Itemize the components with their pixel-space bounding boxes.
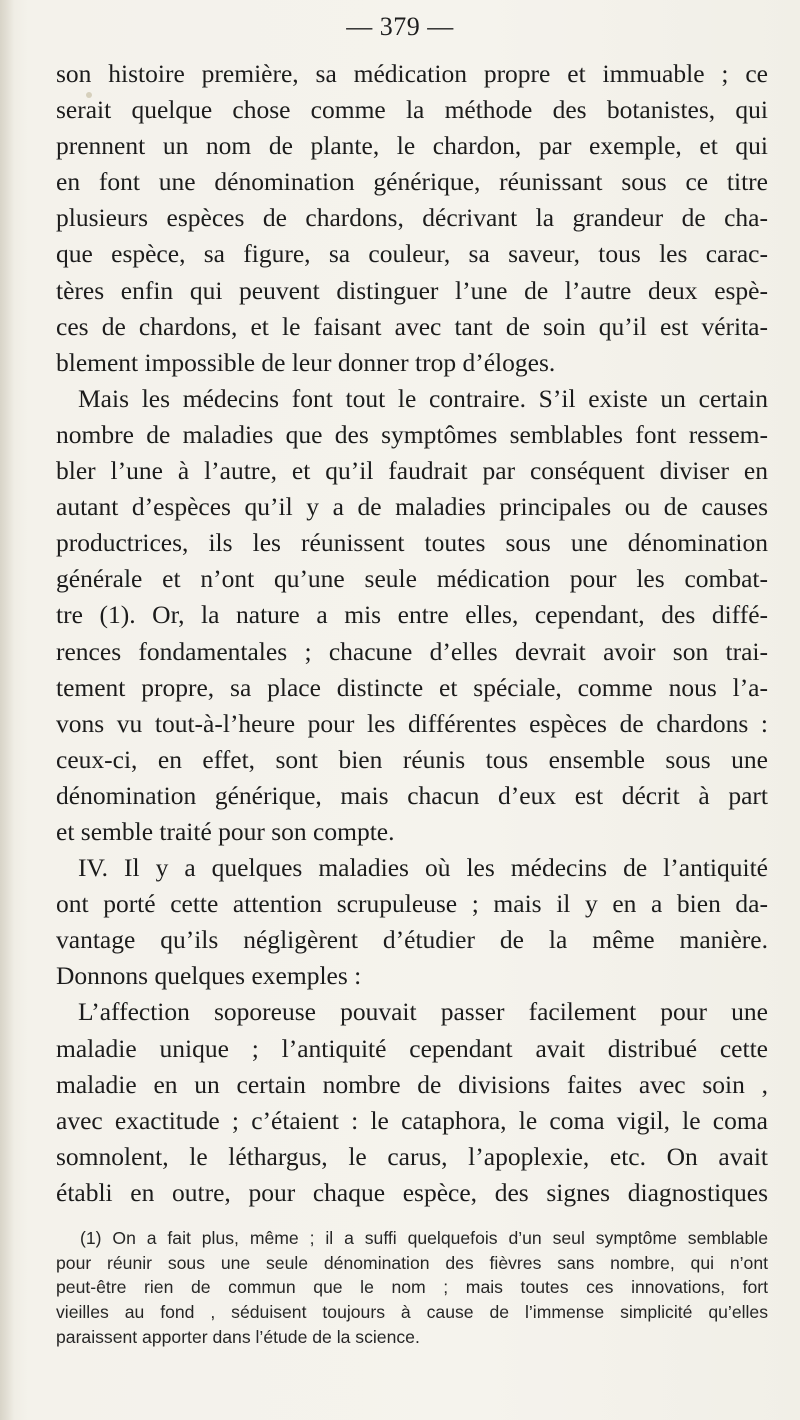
- text-line: dénomination générique, mais chacun d’eux est décrit à part: [56, 780, 768, 810]
- text-line: somnolent, le léthargus, le carus, l’apoplexie, etc. On avait: [56, 1141, 768, 1171]
- text-line: en font une dénomination générique, réunissant sous ce titre: [56, 167, 768, 197]
- text-line: et semble traité pour son compte.: [56, 816, 395, 846]
- text-line: autant d’espèces qu’il y a de maladies principales ou de causes: [56, 492, 768, 522]
- text-line: Mais les médecins font tout le contraire. S’il existe un certain: [78, 383, 768, 413]
- text-line: ont porté cette attention scrupuleuse ; mais il y en a bien da-: [56, 889, 768, 919]
- text-line: maladie en un certain nombre de divisions faites avec soin ,: [56, 1069, 768, 1099]
- text-line: plusieurs espèces de chardons, décrivant la grandeur de cha-: [56, 203, 768, 233]
- footnote-line: paraissent apporter dans l’étude de la science.: [56, 1326, 420, 1347]
- text-line: L’affection soporeuse pouvait passer facilement pour une: [78, 997, 768, 1027]
- text-line: tères enfin qui peuvent distinguer l’une de l’autre deux espè-: [56, 275, 768, 305]
- main-text: [56, 56, 768, 1211]
- page-binding-shadow: [0, 0, 14, 1420]
- text-line: prennent un nom de plante, le chardon, par exemple, et qui: [56, 131, 768, 161]
- text-line: ceux-ci, en effet, sont bien réunis tous ensemble sous une: [56, 744, 768, 774]
- footnote-line: peut-être rien de commun que le nom ; mais toutes ces innovations, fort: [56, 1277, 768, 1298]
- text-line: productrices, ils les réunissent toutes sous une dénomination: [56, 528, 768, 558]
- text-line: nombre de maladies que des symptômes semblables font ressem-: [56, 419, 768, 449]
- text-line: tement propre, sa place distincte et spéciale, comme nous l’a-: [56, 672, 768, 702]
- footnote-line: vieilles au fond , séduisent toujours à cause de l’immense simplicité qu’elles: [56, 1302, 768, 1323]
- text-line: avec exactitude ; c’étaient : le cataphora, le coma vigil, le coma: [56, 1105, 768, 1135]
- page-number: — 379 —: [346, 12, 454, 41]
- footnote-line: (1) On a fait plus, même ; il a suffi quelquefois d’un seul symptôme semblable: [80, 1228, 768, 1248]
- text-line: vons vu tout-à-l’heure pour les différentes espèces de chardons :: [56, 708, 768, 738]
- text-line: Donnons quelques exemples :: [56, 961, 362, 991]
- text-line: que espèce, sa figure, sa couleur, sa saveur, tous les carac-: [56, 239, 768, 269]
- text-line: rences fondamentales ; chacune d’elles devrait avoir son trai-: [56, 636, 768, 666]
- text-line: serait quelque chose comme la méthode des botanistes, qui: [56, 95, 768, 125]
- text-line: bler l’une à l’autre, et qu’il faudrait par conséquent diviser en: [56, 456, 768, 486]
- text-line: établi en outre, pour chaque espèce, des signes diagnostiques: [56, 1177, 768, 1207]
- text-line: générale et n’ont qu’une seule médication pour les combat-: [56, 564, 768, 594]
- footnote: [56, 1226, 768, 1350]
- text-line: maladie unique ; l’antiquité cependant avait distribué cette: [56, 1033, 768, 1063]
- text-line: IV. Il y a quelques maladies où les médecins de l’antiquité: [78, 853, 768, 883]
- text-line: son histoire première, sa médication propre et immuable ; ce: [56, 59, 768, 88]
- footnote-line: pour réunir sous une seule dénomination des fièvres sans nombre, qui n’ont: [56, 1252, 768, 1273]
- text-line: ces de chardons, et le faisant avec tant de soin qu’il est vérita-: [56, 311, 768, 341]
- text-line: vantage qu’ils négligèrent d’étudier de la même manière.: [56, 925, 768, 955]
- text-line: blement impossible de leur donner trop d’éloges.: [56, 347, 556, 377]
- text-line: tre (1). Or, la nature a mis entre elles, cependant, des diffé-: [56, 600, 768, 630]
